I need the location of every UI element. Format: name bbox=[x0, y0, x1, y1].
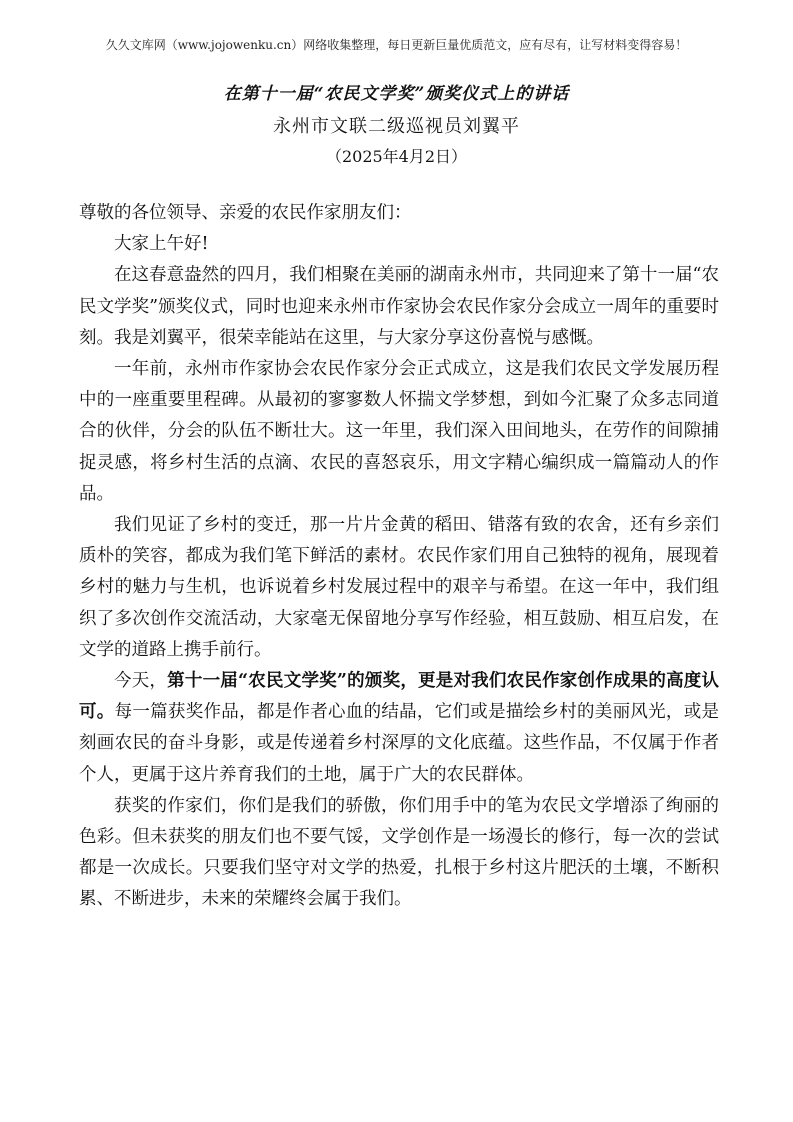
salutation: 尊敬的各位领导、亲爱的农民作家朋友们： bbox=[79, 203, 412, 223]
paragraph-4-lead: 今天， bbox=[114, 671, 168, 692]
paragraph-4 bbox=[79, 666, 719, 791]
paragraph-5: 获奖的作家们，你们是我们的骄傲，你们用手中的笔为农民文学增添了绚丽的色彩。但未获奖的朋友们也不要气馁，文学创作是一场漫长的修行，每一次的尝试都是一次成长。只要我们坚守对文学的热爱，扎根于乡村这片肥沃的土壤，不断积累、不断进步，未来的荣耀终会属于我们。 bbox=[79, 795, 719, 910]
paragraph-1: 在这春意盎然的四月，我们相聚在美丽的湖南永州市，共同迎来了第十一届“农民文学奖”颁奖仪式，同时也迎来永州市作家协会农民作家分会成立一周年的重要时刻。我是刘翼平，很荣幸能站在这里，与大家分享这份喜悦与感慨。 bbox=[79, 265, 719, 348]
header-note: 久久文库网（www.jojowenku.cn）网络收集整理，每日更新巨量优质范文，应有尽有，让写材料变得容易！ bbox=[105, 38, 688, 52]
paragraph-3: 我们见证了乡村的变迁，那一片片金黄的稻田、错落有致的农舍，还有乡亲们质朴的笑容，都成为我们笔下鲜活的素材。农民作家们用自己独特的视角，展现着乡村的魅力与生机，也诉说着乡村发展过程中的艰辛与希望。在这一年中，我们组织了多次创作交流活动，大家毫无保留地分享写作经验，相互鼓励、相互启发，在文学的道路上携手前行。 bbox=[79, 515, 719, 660]
paragraph-4-rest: 每一篇获奖作品，都是作者心血的结晶，它们或是描绘乡村的美丽风光，或是刻画农民的奋斗身影，或是传递着乡村深厚的文化底蕴。这些作品，不仅属于作者个人，更属于这片养育我们的土地，属于广大的农民群体。 bbox=[79, 702, 720, 785]
paragraph-2: 一年前，永州市作家协会农民作家分会正式成立，这是我们农民文学发展历程中的一座重要里程碑。从最初的寥寥数人怀揣文学梦想，到如今汇聚了众多志同道合的伙伴，分会的队伍不断壮大。这一年里，我们深入田间地头，在劳作的间隙捕捉灵感，将乡村生活的点滴、农民的喜怒哀乐，用文字精心编织成一篇篇动人的作品。 bbox=[79, 359, 719, 504]
speech-author: 永州市文联二级巡视员刘翼平 bbox=[273, 116, 520, 137]
speech-date: （2025年4月2日） bbox=[325, 147, 468, 166]
speech-body bbox=[79, 198, 719, 916]
greeting: 大家上午好! bbox=[114, 234, 209, 255]
speech-title: 在第十一届“农民文学奖”颁奖仪式上的讲话 bbox=[223, 84, 570, 104]
paragraph-4-bold: 第十一届“农民文学奖”的颁奖，更是对我们农民作家创作成果的高度认可。 bbox=[79, 671, 719, 723]
